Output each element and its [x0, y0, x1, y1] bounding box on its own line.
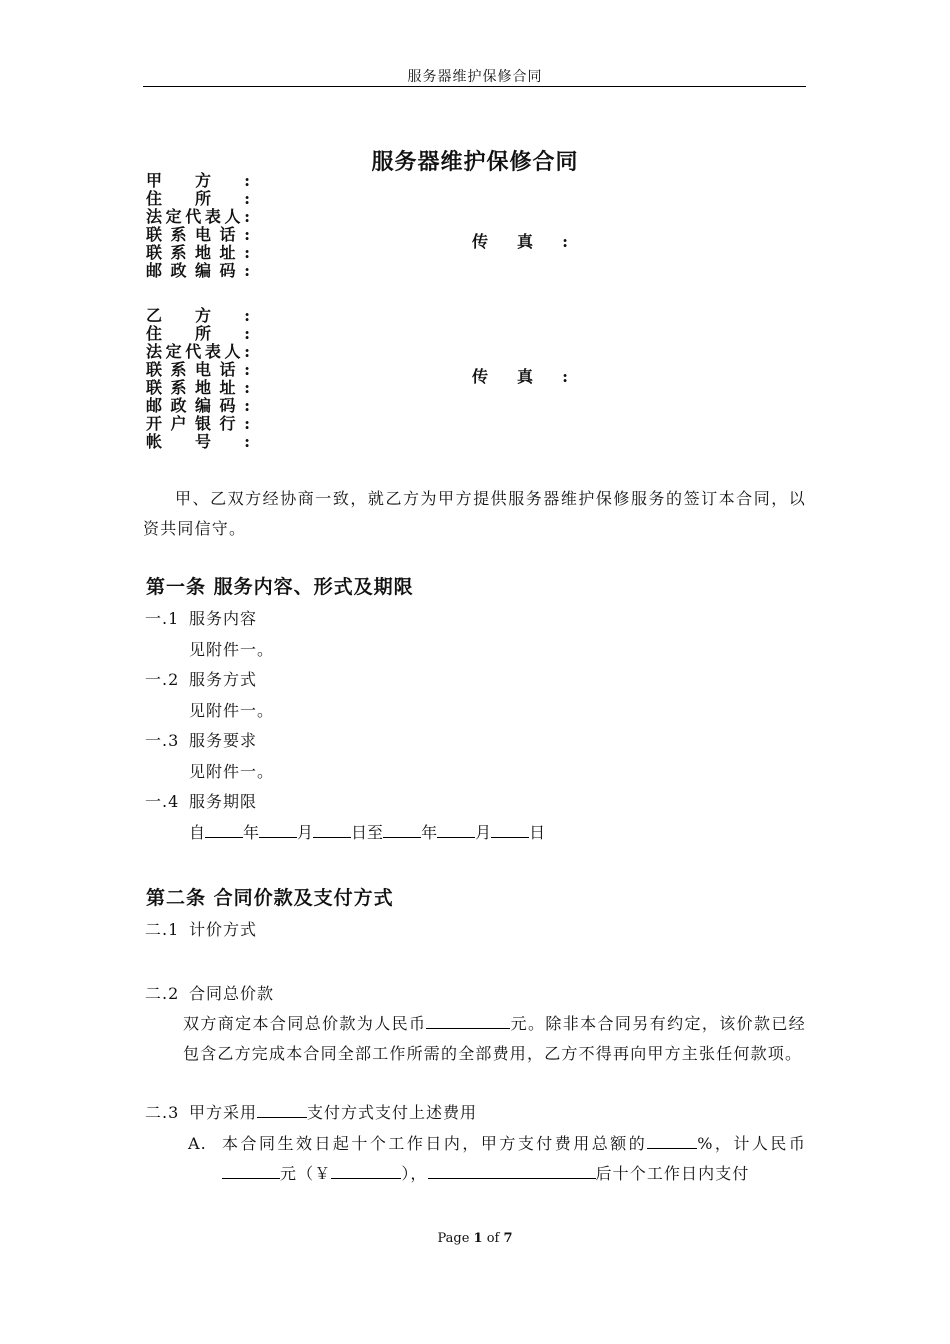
page-word: Page	[437, 1231, 470, 1246]
section-number: 一.4	[145, 792, 180, 811]
party-b-account-label: 帐号:	[146, 432, 250, 451]
page-footer	[0, 1231, 950, 1246]
end-day-blank[interactable]	[491, 822, 529, 838]
end-year-blank[interactable]	[383, 822, 421, 838]
party-a-block	[146, 172, 250, 280]
total-price-blank[interactable]	[426, 1013, 510, 1029]
payment-item-a	[188, 1129, 806, 1189]
period-month-2: 月	[475, 823, 492, 842]
section-number: 二.3	[145, 1103, 180, 1122]
party-b-block	[146, 307, 250, 451]
section-number: 二.2	[145, 984, 180, 1003]
party-b-fax-label: 传真:	[472, 367, 568, 386]
total-pages-number: 7	[503, 1231, 513, 1246]
item-a-text-1: 本合同生效日起十个工作日内，甲方支付费用总额的	[222, 1134, 648, 1153]
section-title: 计价方式	[189, 920, 258, 939]
article-2-heading: 第二条 合同价款及支付方式	[146, 887, 394, 909]
section-number: 二.1	[145, 920, 180, 939]
period-year-2: 年	[421, 823, 438, 842]
section-number: 一.3	[145, 731, 180, 750]
party-a-fax	[472, 229, 568, 252]
start-day-blank[interactable]	[313, 822, 351, 838]
party-a-representative-label: 法定代表人:	[146, 207, 250, 226]
item-a-text-5: 后十个工作日内支付	[595, 1164, 750, 1183]
period-to: 日至	[351, 823, 384, 842]
item-a-text-2: %，计人民币	[697, 1134, 806, 1153]
percentage-blank[interactable]	[647, 1133, 697, 1149]
section-title: 服务方式	[189, 670, 258, 689]
document-title: 服务器维护保修合同	[371, 149, 579, 175]
section-1-2	[145, 667, 257, 690]
of-word: of	[486, 1231, 500, 1246]
period-year: 年	[243, 823, 260, 842]
section-2-2	[145, 981, 274, 1004]
section-number: 一.1	[145, 609, 180, 628]
service-period-line	[189, 820, 545, 843]
payment-method-blank[interactable]	[257, 1102, 307, 1118]
section-1-4	[145, 789, 257, 812]
party-a-name-label: 甲方:	[146, 171, 250, 190]
amount-words-blank[interactable]	[222, 1163, 280, 1179]
payment-method-suffix: 支付方式支付上述费用	[307, 1103, 478, 1122]
party-a-address-label: 住所:	[146, 189, 250, 208]
party-b-address-label: 住所:	[146, 324, 250, 343]
article-1-heading: 第一条 服务内容、形式及期限	[146, 576, 414, 598]
section-1-3-body: 见附件一。	[189, 762, 275, 781]
total-price-prefix: 双方商定本合同总价款为人民币	[183, 1014, 427, 1033]
party-a-phone-label: 联系电话:	[146, 225, 250, 244]
item-a-text-3: 元（￥	[280, 1164, 332, 1183]
end-month-blank[interactable]	[437, 822, 475, 838]
section-2-3	[145, 1100, 477, 1123]
party-b-fax	[472, 364, 568, 387]
party-b-contact-address-label: 联系地址:	[146, 378, 250, 397]
total-price-suffix: 元。除非本合同另有约定，该价款已经包含乙方完成本合同全部工作所需的全部费用，乙方不得再向甲方主张任何款项。	[183, 1014, 806, 1063]
section-title: 服务要求	[189, 731, 258, 750]
start-year-blank[interactable]	[205, 822, 243, 838]
current-page-number: 1	[473, 1231, 483, 1246]
amount-number-blank[interactable]	[331, 1163, 401, 1179]
section-2-2-body	[183, 1009, 806, 1069]
party-a-postcode-label: 邮政编码:	[146, 261, 250, 280]
item-letter: A.	[188, 1134, 207, 1153]
section-number: 一.2	[145, 670, 180, 689]
payment-method-prefix: 甲方采用	[189, 1103, 258, 1122]
party-b-phone-label: 联系电话:	[146, 360, 250, 379]
party-b-representative-label: 法定代表人:	[146, 342, 250, 361]
party-b-postcode-label: 邮政编码:	[146, 396, 250, 415]
section-1-2-body: 见附件一。	[189, 701, 275, 720]
header-rule	[143, 86, 806, 87]
section-title: 服务内容	[189, 609, 258, 628]
section-title: 服务期限	[189, 792, 258, 811]
party-b-name-label: 乙方:	[146, 306, 250, 325]
trigger-event-blank[interactable]	[428, 1163, 596, 1179]
section-2-1	[145, 917, 257, 940]
party-a-contact-address-label: 联系地址:	[146, 243, 250, 262]
section-1-1	[145, 606, 257, 629]
period-from: 自	[189, 823, 206, 842]
item-a-text-4: ），	[401, 1164, 428, 1183]
start-month-blank[interactable]	[259, 822, 297, 838]
party-b-bank-label: 开户银行:	[146, 414, 250, 433]
period-month: 月	[297, 823, 314, 842]
section-1-3	[145, 728, 257, 751]
running-header: 服务器维护保修合同	[407, 69, 543, 85]
party-a-fax-label: 传真:	[472, 232, 568, 251]
section-title: 合同总价款	[189, 984, 275, 1003]
item-a-text	[188, 1129, 806, 1189]
period-day: 日	[529, 823, 546, 842]
section-1-1-body: 见附件一。	[189, 640, 275, 659]
intro-paragraph: 甲、乙双方经协商一致，就乙方为甲方提供服务器维护保修服务的签订本合同，以资共同信守。	[143, 489, 806, 538]
